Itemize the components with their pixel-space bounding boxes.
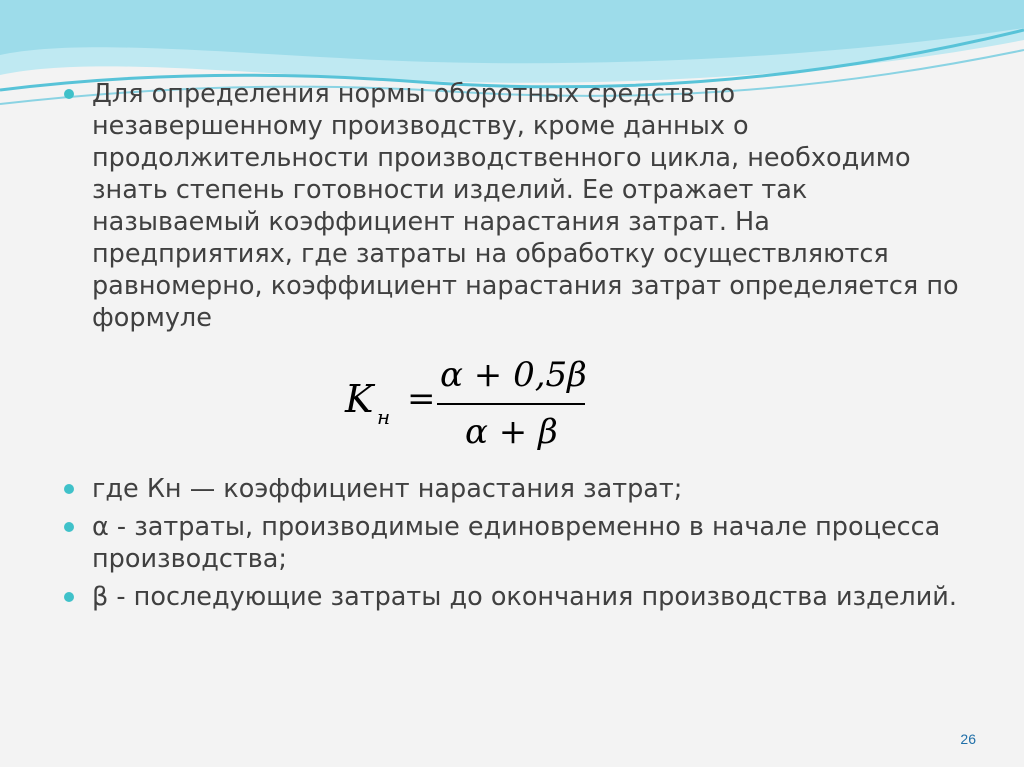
main-paragraph-block <box>64 78 964 334</box>
page-number: 26 <box>960 731 976 747</box>
cost-increase-formula <box>345 355 605 455</box>
list-item <box>64 581 964 613</box>
definitions-list <box>64 473 964 619</box>
formula-denominator: α + β <box>465 412 558 452</box>
formula-equals: = <box>407 379 436 419</box>
list-item <box>64 473 964 505</box>
formula-lhs-subscript: н <box>377 405 391 429</box>
bullet-icon <box>64 89 74 99</box>
bullet-icon <box>64 484 74 494</box>
definition-k: где Кн — коэффициент нарастания затрат; <box>92 474 683 504</box>
list-item <box>64 78 964 334</box>
list-item <box>64 511 964 575</box>
formula-lhs: K <box>345 377 374 421</box>
formula-numerator: α + 0,5β <box>440 355 587 395</box>
fraction-bar <box>437 403 585 405</box>
bullet-icon <box>64 522 74 532</box>
definition-alpha: α - затраты, производимые единовременно в начале процесса производства; <box>92 512 941 574</box>
paragraph-text: Для определения нормы оборотных средств по незавершенному производству, кроме данных о продолжительности производственного цикла, необходимо знать степень готовности изделий. Ее отражает так называемый коэффициент нарастания затрат. На предприятиях, где затраты на обработку осуществляются равномерно, коэффициент нарастания затрат определяется по формуле <box>92 79 959 333</box>
definition-beta: β - последующие затраты до окончания производства изделий. <box>92 582 957 612</box>
bullet-icon <box>64 592 74 602</box>
